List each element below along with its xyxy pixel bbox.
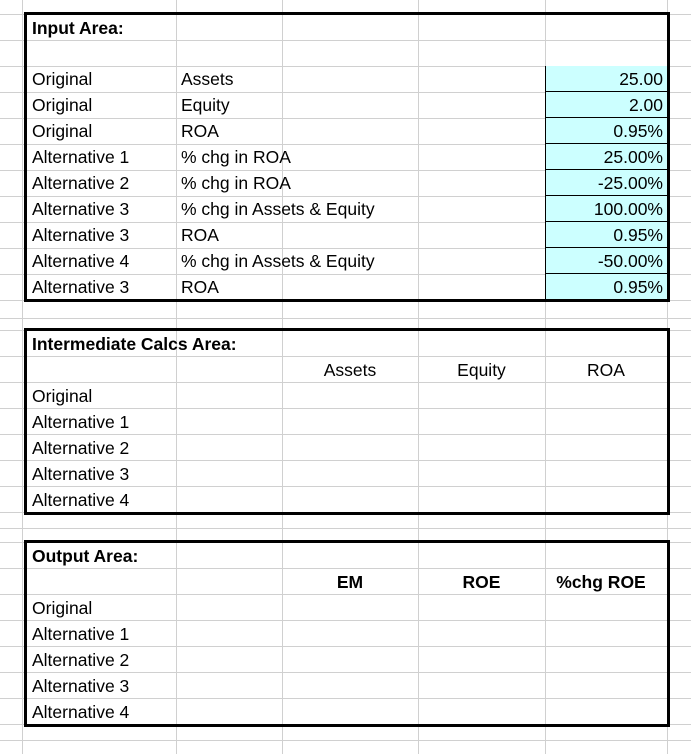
input-row-description: ROA <box>181 277 219 297</box>
input-row-value[interactable]: 0.95% <box>613 225 663 245</box>
output-row-label: Original <box>32 598 93 618</box>
input-row-label: Alternative 4 <box>32 251 130 271</box>
input-row-value[interactable]: 0.95% <box>613 121 663 141</box>
input-row-label: Alternative 3 <box>32 199 130 219</box>
input-row-value[interactable]: 2.00 <box>628 95 663 115</box>
intermediate-row-label: Original <box>32 386 93 406</box>
input-row-description: ROA <box>181 225 219 245</box>
input-row-label: Alternative 3 <box>32 277 130 297</box>
output-header-pct-chg-roe: %chg ROE <box>556 572 646 592</box>
intermediate-row-label: Alternative 3 <box>32 464 130 484</box>
input-row-value[interactable]: 25.00% <box>603 147 663 167</box>
intermediate-header-roa: ROA <box>587 360 625 380</box>
output-row-label: Alternative 4 <box>32 702 130 722</box>
input-row-label: Alternative 2 <box>32 173 130 193</box>
input-row-value[interactable]: -25.00% <box>597 173 663 193</box>
intermediate-header-assets: Assets <box>323 360 377 380</box>
input-row-description: % chg in ROA <box>181 173 291 193</box>
input-row-description: Equity <box>181 95 230 115</box>
input-row-description: ROA <box>181 121 219 141</box>
input-area-title: Input Area: <box>32 18 124 38</box>
input-row-description: % chg in ROA <box>181 147 291 167</box>
input-row-value[interactable]: 100.00% <box>593 199 663 219</box>
input-row-description: Assets <box>181 69 234 89</box>
input-row-description: % chg in Assets & Equity <box>181 199 375 219</box>
input-row-label: Original <box>32 69 93 89</box>
output-header-em: EM <box>336 572 364 592</box>
input-row-label: Alternative 1 <box>32 147 130 167</box>
input-row-value[interactable]: 0.95% <box>613 277 663 297</box>
intermediate-header-equity: Equity <box>457 360 506 380</box>
intermediate-row-label: Alternative 1 <box>32 412 130 432</box>
input-row-label: Alternative 3 <box>32 225 130 245</box>
input-row-description: % chg in Assets & Equity <box>181 251 375 271</box>
input-row-label: Original <box>32 95 93 115</box>
intermediate-row-label: Alternative 2 <box>32 438 130 458</box>
intermediate-row-label: Alternative 4 <box>32 490 130 510</box>
input-row-value[interactable]: 25.00 <box>619 69 663 89</box>
output-area-title: Output Area: <box>32 546 139 566</box>
output-row-label: Alternative 1 <box>32 624 130 644</box>
output-row-label: Alternative 2 <box>32 650 130 670</box>
input-row-label: Original <box>32 121 93 141</box>
intermediate-area-title: Intermediate Calcs Area: <box>32 334 237 354</box>
input-row-value[interactable]: -50.00% <box>597 251 663 271</box>
output-header-roe: ROE <box>462 572 501 592</box>
output-row-label: Alternative 3 <box>32 676 130 696</box>
